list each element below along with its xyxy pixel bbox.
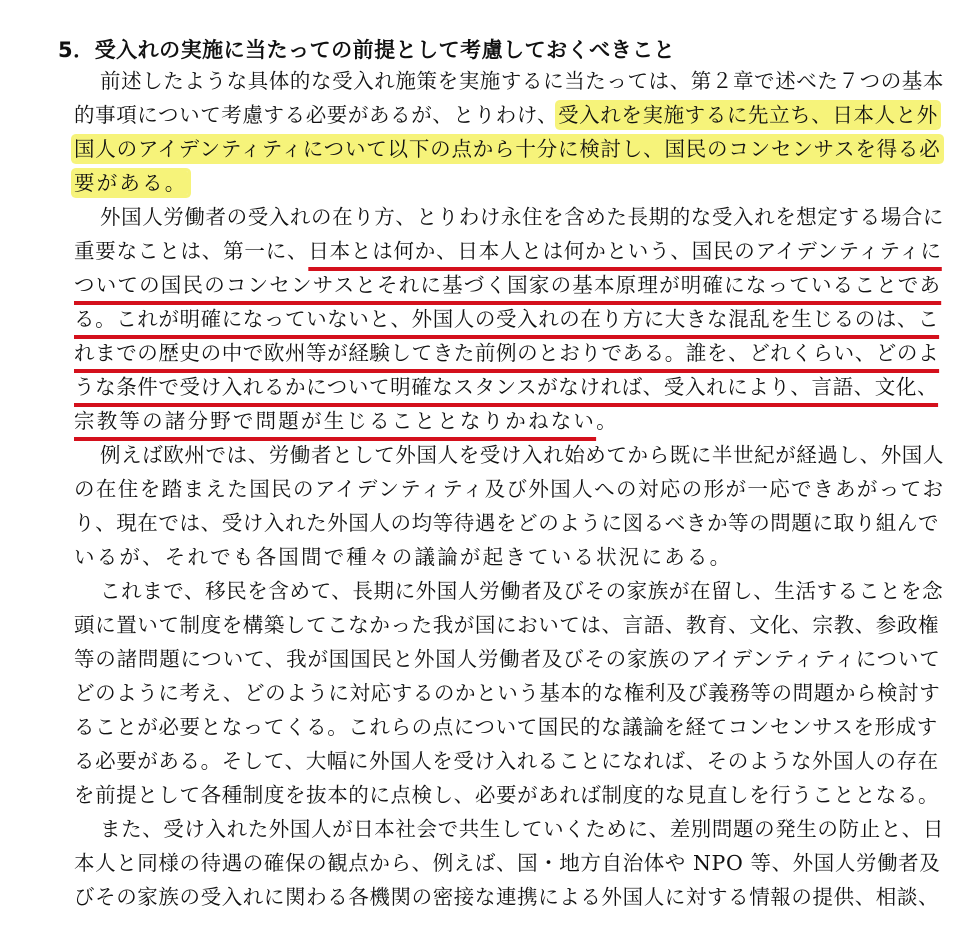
paragraph-4-line-4 <box>74 678 940 710</box>
paragraph-3-line-3 <box>74 508 939 540</box>
highlighted-text: 受入れを実施するに先立ち、日本人と外 <box>558 103 938 127</box>
paragraph-4-line-5 <box>74 712 938 744</box>
paragraph-2-line-5 <box>74 338 939 370</box>
text-segment: 重要なことは、第一に、 <box>74 239 309 263</box>
paragraph-2-line-7 <box>74 406 619 438</box>
text-segment: り、現在では、受け入れた外国人の均等待遇をどのように図るべきか等の問題に取り組んで <box>74 511 940 535</box>
text-segment: いるが、それでも各国間で種々の議論が起きている状況にある。 <box>74 545 733 569</box>
text-segment: 本人と同様の待遇の確保の観点から、例えば、国・地方自治体や NPO 等、外国人労働者及 <box>74 851 941 875</box>
text-segment: 。 <box>596 409 619 433</box>
paragraph-5-line-1 <box>100 814 944 846</box>
text-segment: 等の諸問題について、我が国国民と外国人労働者及びその家族のアイデンティティについて <box>74 647 941 671</box>
highlighted-text: 要がある。 <box>74 171 188 195</box>
highlighted-text: 国人のアイデンティティについて以下の点から十分に検討し、国民のコンセンサスを得る必 <box>74 137 941 161</box>
paragraph-4-line-2 <box>74 610 939 642</box>
text-segment: る必要がある。そして、大幅に外国人を受け入れることになれば、そのような外国人の存在 <box>74 749 939 773</box>
paragraph-3-line-1 <box>100 440 944 472</box>
text-segment: 的事項について考慮する必要があるが、とりわけ、 <box>74 103 559 127</box>
paragraph-3-line-2 <box>74 474 944 506</box>
paragraph-2-line-4 <box>74 304 939 336</box>
paragraph-1-line-4 <box>74 168 188 200</box>
paragraph-1-line-3 <box>74 134 941 166</box>
paragraph-2-line-3 <box>74 270 941 302</box>
paragraph-2-line-6 <box>74 372 938 404</box>
underlined-text: うな条件で受け入れるかについて明確なスタンスがなければ、受入れにより、言語、文化、 <box>74 375 939 399</box>
paragraph-1-line-1 <box>100 66 944 98</box>
text-segment: これまで、移民を含めて、長期に外国人労働者及びその家族が在留し、生活することを念 <box>100 579 944 603</box>
paragraph-4-line-7 <box>74 780 939 812</box>
underlined-text: れまでの歴史の中で欧州等が経験してきた前例のとおりである。誰を、どれくらい、どのよ <box>74 341 940 365</box>
text-segment: の在住を踏まえた国民のアイデンティティ及び外国人への対応の形が一応できあがってお <box>74 477 945 501</box>
paragraph-5-line-3 <box>74 882 939 914</box>
paragraph-4-line-3 <box>74 644 941 676</box>
text-segment: 前述したような具体的な受入れ施策を実施するに当たっては、第２章で述べた７つの基本 <box>100 69 944 93</box>
text-segment: また、受け入れた外国人が日本社会で共生していくために、差別問題の発生の防止と、日 <box>100 817 944 841</box>
text-segment: 例えば欧州では、労働者として外国人を受け入れ始めてから既に半世紀が経過し、外国人 <box>100 443 944 467</box>
text-segment: を前提として各種制度を抜本的に点検し、必要があれば制度的な見直しを行うこととなる。 <box>74 783 940 807</box>
text-segment: ることが必要となってくる。これらの点について国民的な議論を経てコンセンサスを形成す <box>74 715 938 739</box>
underlined-text: ついての国民のコンセンサスとそれに基づく国家の基本原理が明確になっていることであ <box>74 273 942 297</box>
paragraph-4-line-1 <box>100 576 943 608</box>
underlined-text: 日本とは何か、日本人とは何かという、国民のアイデンティティに <box>308 239 942 263</box>
paragraph-3-line-4 <box>74 542 732 574</box>
text-segment: どのように考え、どのように対応するのかという基本的な権利及び義務等の問題から検討す <box>74 681 941 705</box>
paragraph-5-line-2 <box>74 848 940 880</box>
text-segment: 頭に置いて制度を構築してこなかった我が国においては、言語、教育、文化、宗教、参政権 <box>74 613 940 637</box>
text-segment: びその家族の受入れに関わる各機関の密接な連携による外国人に対する情報の提供、相談、 <box>74 885 940 909</box>
text-segment: 外国人労働者の受入れの在り方、とりわけ永住を含めた長期的な受入れを想定する場合に <box>100 205 944 229</box>
section-heading: 5．受入れの実施に当たっての前提として考慮しておくべきこと <box>58 38 676 62</box>
paragraph-2-line-1 <box>100 202 944 234</box>
paragraph-4-line-6 <box>74 746 939 778</box>
underlined-text: る。これが明確になっていないと、外国人の受入れの在り方に大きな混乱を生じるのは、こ <box>74 307 940 331</box>
paragraph-1-line-2 <box>74 100 938 132</box>
paragraph-2-line-2 <box>74 236 942 268</box>
underlined-text: 宗教等の諸分野で問題が生じることとなりかねない <box>74 409 597 433</box>
